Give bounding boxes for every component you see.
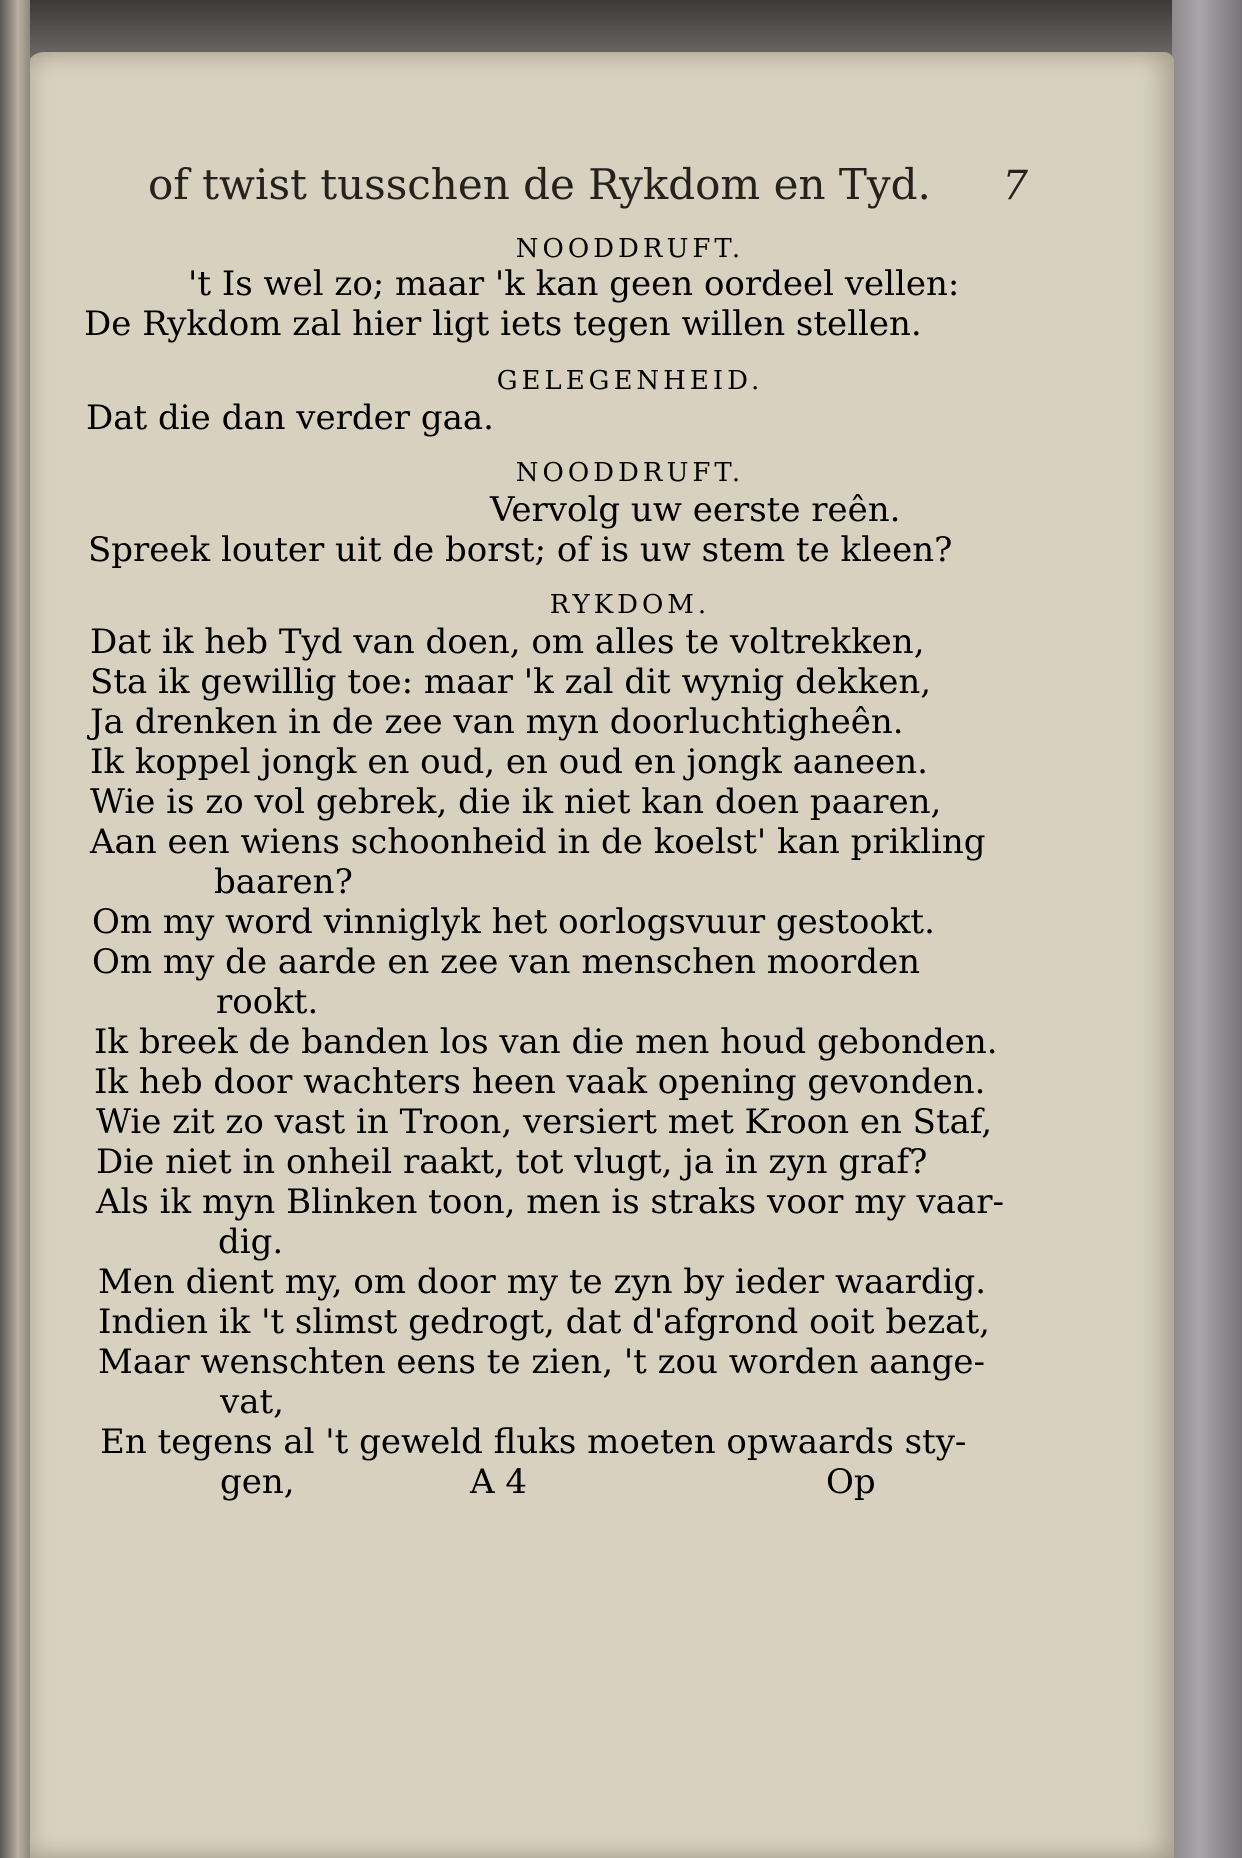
speaker-label: NOODDRUFT. bbox=[515, 458, 745, 488]
page-number: 7 bbox=[1002, 163, 1028, 209]
background-fabric bbox=[1172, 0, 1242, 1858]
speaker-label: NOODDRUFT. bbox=[515, 234, 745, 264]
verse-line: De Rykdom zal hier ligt iets tegen willen stellen. bbox=[84, 304, 922, 344]
verse-line: Om my de aarde en zee van menschen moorden bbox=[92, 942, 921, 982]
catchword: Op bbox=[826, 1462, 876, 1502]
signature-mark: A 4 bbox=[470, 1462, 527, 1502]
verse-line: Die niet in onheil raakt, tot vlugt, ja in zyn graf? bbox=[96, 1142, 928, 1182]
verse-line: vat, bbox=[220, 1382, 284, 1422]
verse-line: Men dient my, om door my te zyn by ieder waardig. bbox=[98, 1262, 987, 1302]
verse-line: Ik koppel jongk en oud, en oud en jongk aaneen. bbox=[90, 742, 928, 782]
verse-line: dig. bbox=[218, 1222, 284, 1262]
verse-line: Om my word vinniglyk het oorlogsvuur gestookt. bbox=[92, 902, 935, 942]
verse-line: Wie zit zo vast in Troon, versiert met Kroon en Staf, bbox=[96, 1102, 993, 1142]
verse-line: Wie is zo vol gebrek, die ik niet kan doen paaren, bbox=[90, 782, 942, 822]
verse-line: Dat ik heb Tyd van doen, om alles te voltrekken, bbox=[90, 622, 925, 662]
verse-line: Vervolg uw eerste reên. bbox=[490, 490, 901, 530]
verse-line: Spreek louter uit de borst; of is uw stem te kleen? bbox=[88, 530, 953, 570]
verse-line: Dat die dan verder gaa. bbox=[86, 398, 494, 438]
verse-line: gen, bbox=[220, 1462, 295, 1502]
speaker-label: GELEGENHEID. bbox=[496, 366, 764, 396]
verse-line: Ik breek de banden los van die men houd gebonden. bbox=[94, 1022, 998, 1062]
verse-line: 't Is wel zo; maar 'k kan geen oordeel vellen: bbox=[188, 264, 960, 304]
verse-line: Maar wenschten eens te zien, 't zou worden aange- bbox=[98, 1342, 985, 1382]
verse-line: Sta ik gewillig toe: maar 'k zal dit wynig dekken, bbox=[90, 662, 932, 702]
verse-line: Ja drenken in de zee van myn doorluchtigheên. bbox=[90, 702, 904, 742]
verse-line: Indien ik 't slimst gedrogt, dat d'afgrond ooit bezat, bbox=[98, 1302, 990, 1342]
verse-line: baaren? bbox=[214, 862, 353, 902]
speaker-label: RYKDOM. bbox=[549, 590, 711, 620]
running-head bbox=[148, 160, 1028, 220]
verse-line: Aan een wiens schoonheid in de koelst' kan prikling bbox=[90, 822, 986, 862]
running-head-title: of twist tusschen de Rykdom en Tyd. bbox=[148, 160, 931, 209]
background-top bbox=[0, 0, 1242, 60]
verse-line: Als ik myn Blinken toon, men is straks voor my vaar- bbox=[96, 1182, 1004, 1222]
previous-page-edge bbox=[0, 0, 30, 1858]
verse-line: rookt. bbox=[216, 982, 319, 1022]
verse-line: Ik heb door wachters heen vaak opening gevonden. bbox=[94, 1062, 986, 1102]
verse-line: En tegens al 't geweld fluks moeten opwaards sty- bbox=[100, 1422, 967, 1462]
